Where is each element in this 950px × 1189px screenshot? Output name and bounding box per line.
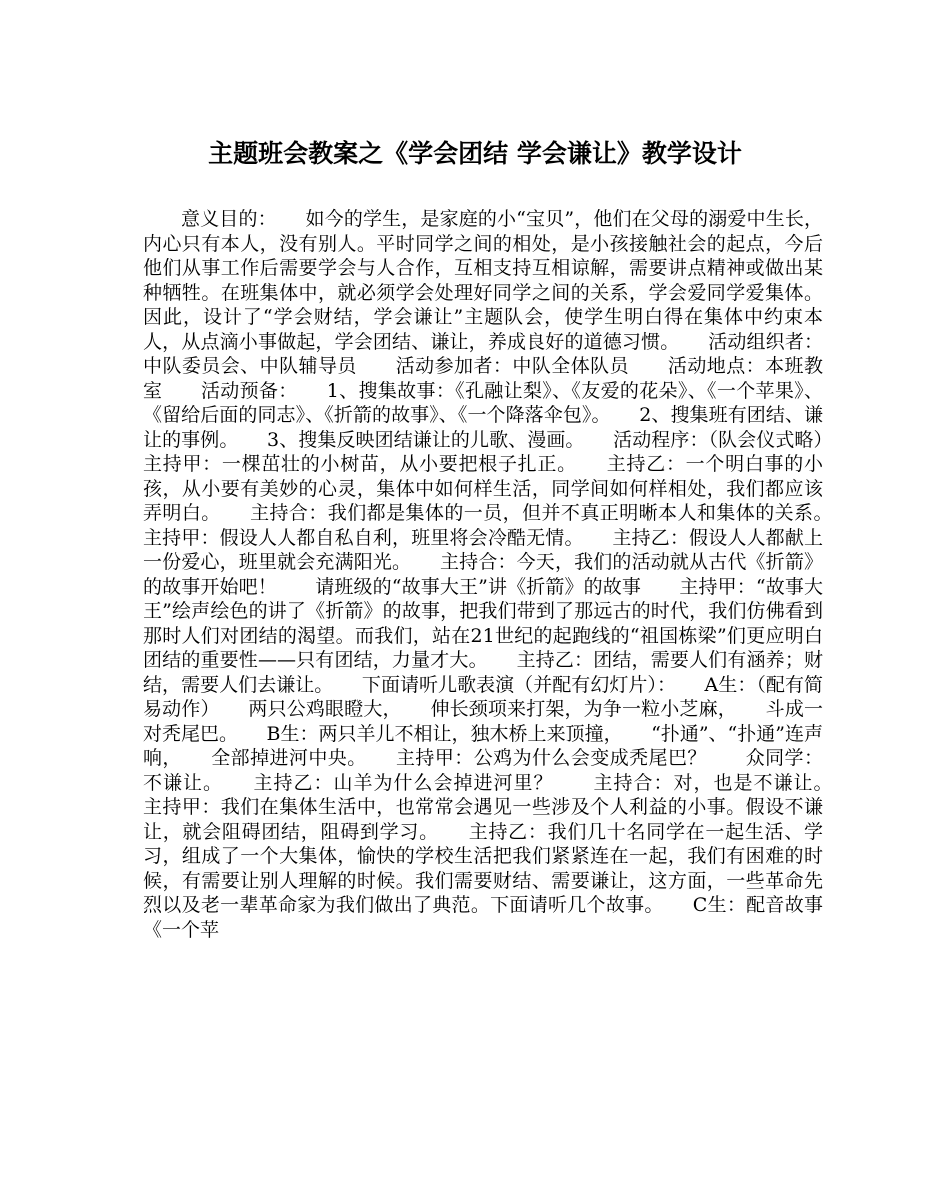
document-body-text: 意义目的： 如今的学生，是家庭的小“宝贝”，他们在父母的溺爱中生长，内心只有本人，没有别人。平时同学之间的相处，是小孩接触社会的起点，今后他们从事工作后需要学会与人合作，互相支持互相谅解，需要讲点精神或做出某种牺牲。在班集体中，就必须学会处理好同学之间的关系，学会爱同学爱集体。因此，设计了“学会财结，学会谦让”主题队会，使学生明白得在集体中约束本人，从点滴小事做起，学会团结、谦让，养成良好的道德习惯。 活动组织者：中队委员会、中队辅导员 活动参加者：中队全体队员 活动地点：本班教室 活动预备： 1、搜集故事：《孔融让梨》、《友爱的花朵》、《一个苹果》、《留给后面的同志》、《折箭的故事》、《一个降落伞包》。 2、搜集班有团结、谦让的事例。 3、搜集反映团结谦让的儿歌、漫画。 活动程序：（队会仪式略） 主持甲：一棵茁壮的小树苗，从小要把根子扎正。 主持乙：一个明白事的小孩，从小要有美妙的心灵，集体中如何样生活，同学间如何样相处，我们都应该弄明白。 主持合：我们都是集体的一员，但并不真正明晰本人和集体的关系。 主持甲：假设人人都自私自利，班里将会冷酷无情。 主持乙：假设人人都献上一份爱心，班里就会充满阳光。 主持合：今天，我们的活动就从古代《折箭》的故事开始吧！ 请班级的“故事大王”讲《折箭》的故事 主持甲：“故事大王”绘声绘色的讲了《折箭》的故事，把我们带到了那远古的时代，我们仿佛看到那时人们对团结的渴望。而我们，站在21世纪的起跑线的“祖国栋梁”们更应明白团结的重要性——只有团结，力量才大。 主持乙：团结，需要人们有涵养；财结，需要人们去谦让。 下面请听儿歌表演（并配有幻灯片）： A生：（配有简易动作） 两只公鸡眼瞪大， 伸长颈项来打架，为争一粒小芝麻， 斗成一对秃尾巴。 B生：两只羊儿不相让，独木桥上来顶撞， “扑通”、“扑通”连声响， 全部掉进河中央。 主持甲：公鸡为什么会变成秃尾巴？ 众同学：不谦让。 主持乙：山羊为什么会掉进河里？ 主持合：对，也是不谦让。 主持甲：我们在集体生活中，也常常会遇见一些涉及个人利益的小事。假设不谦让，就会阻碍团结，阻碍到学习。 主持乙：我们几十名同学在一起生活、学习，组成了一个大集体，愉快的学校生活把我们紧紧连在一起，我们有困难的时候，有需要让别人理解的时候。我们需要财结、需要谦让，这方面，一些革命先烈以及老一辈革命家为我们做出了典范。下面请听几个故事。 C生：配音故事《一个苹 [143, 208, 862, 941]
document-title: 主题班会教案之《学会团结 学会谦让》教学设计 [208, 139, 742, 168]
